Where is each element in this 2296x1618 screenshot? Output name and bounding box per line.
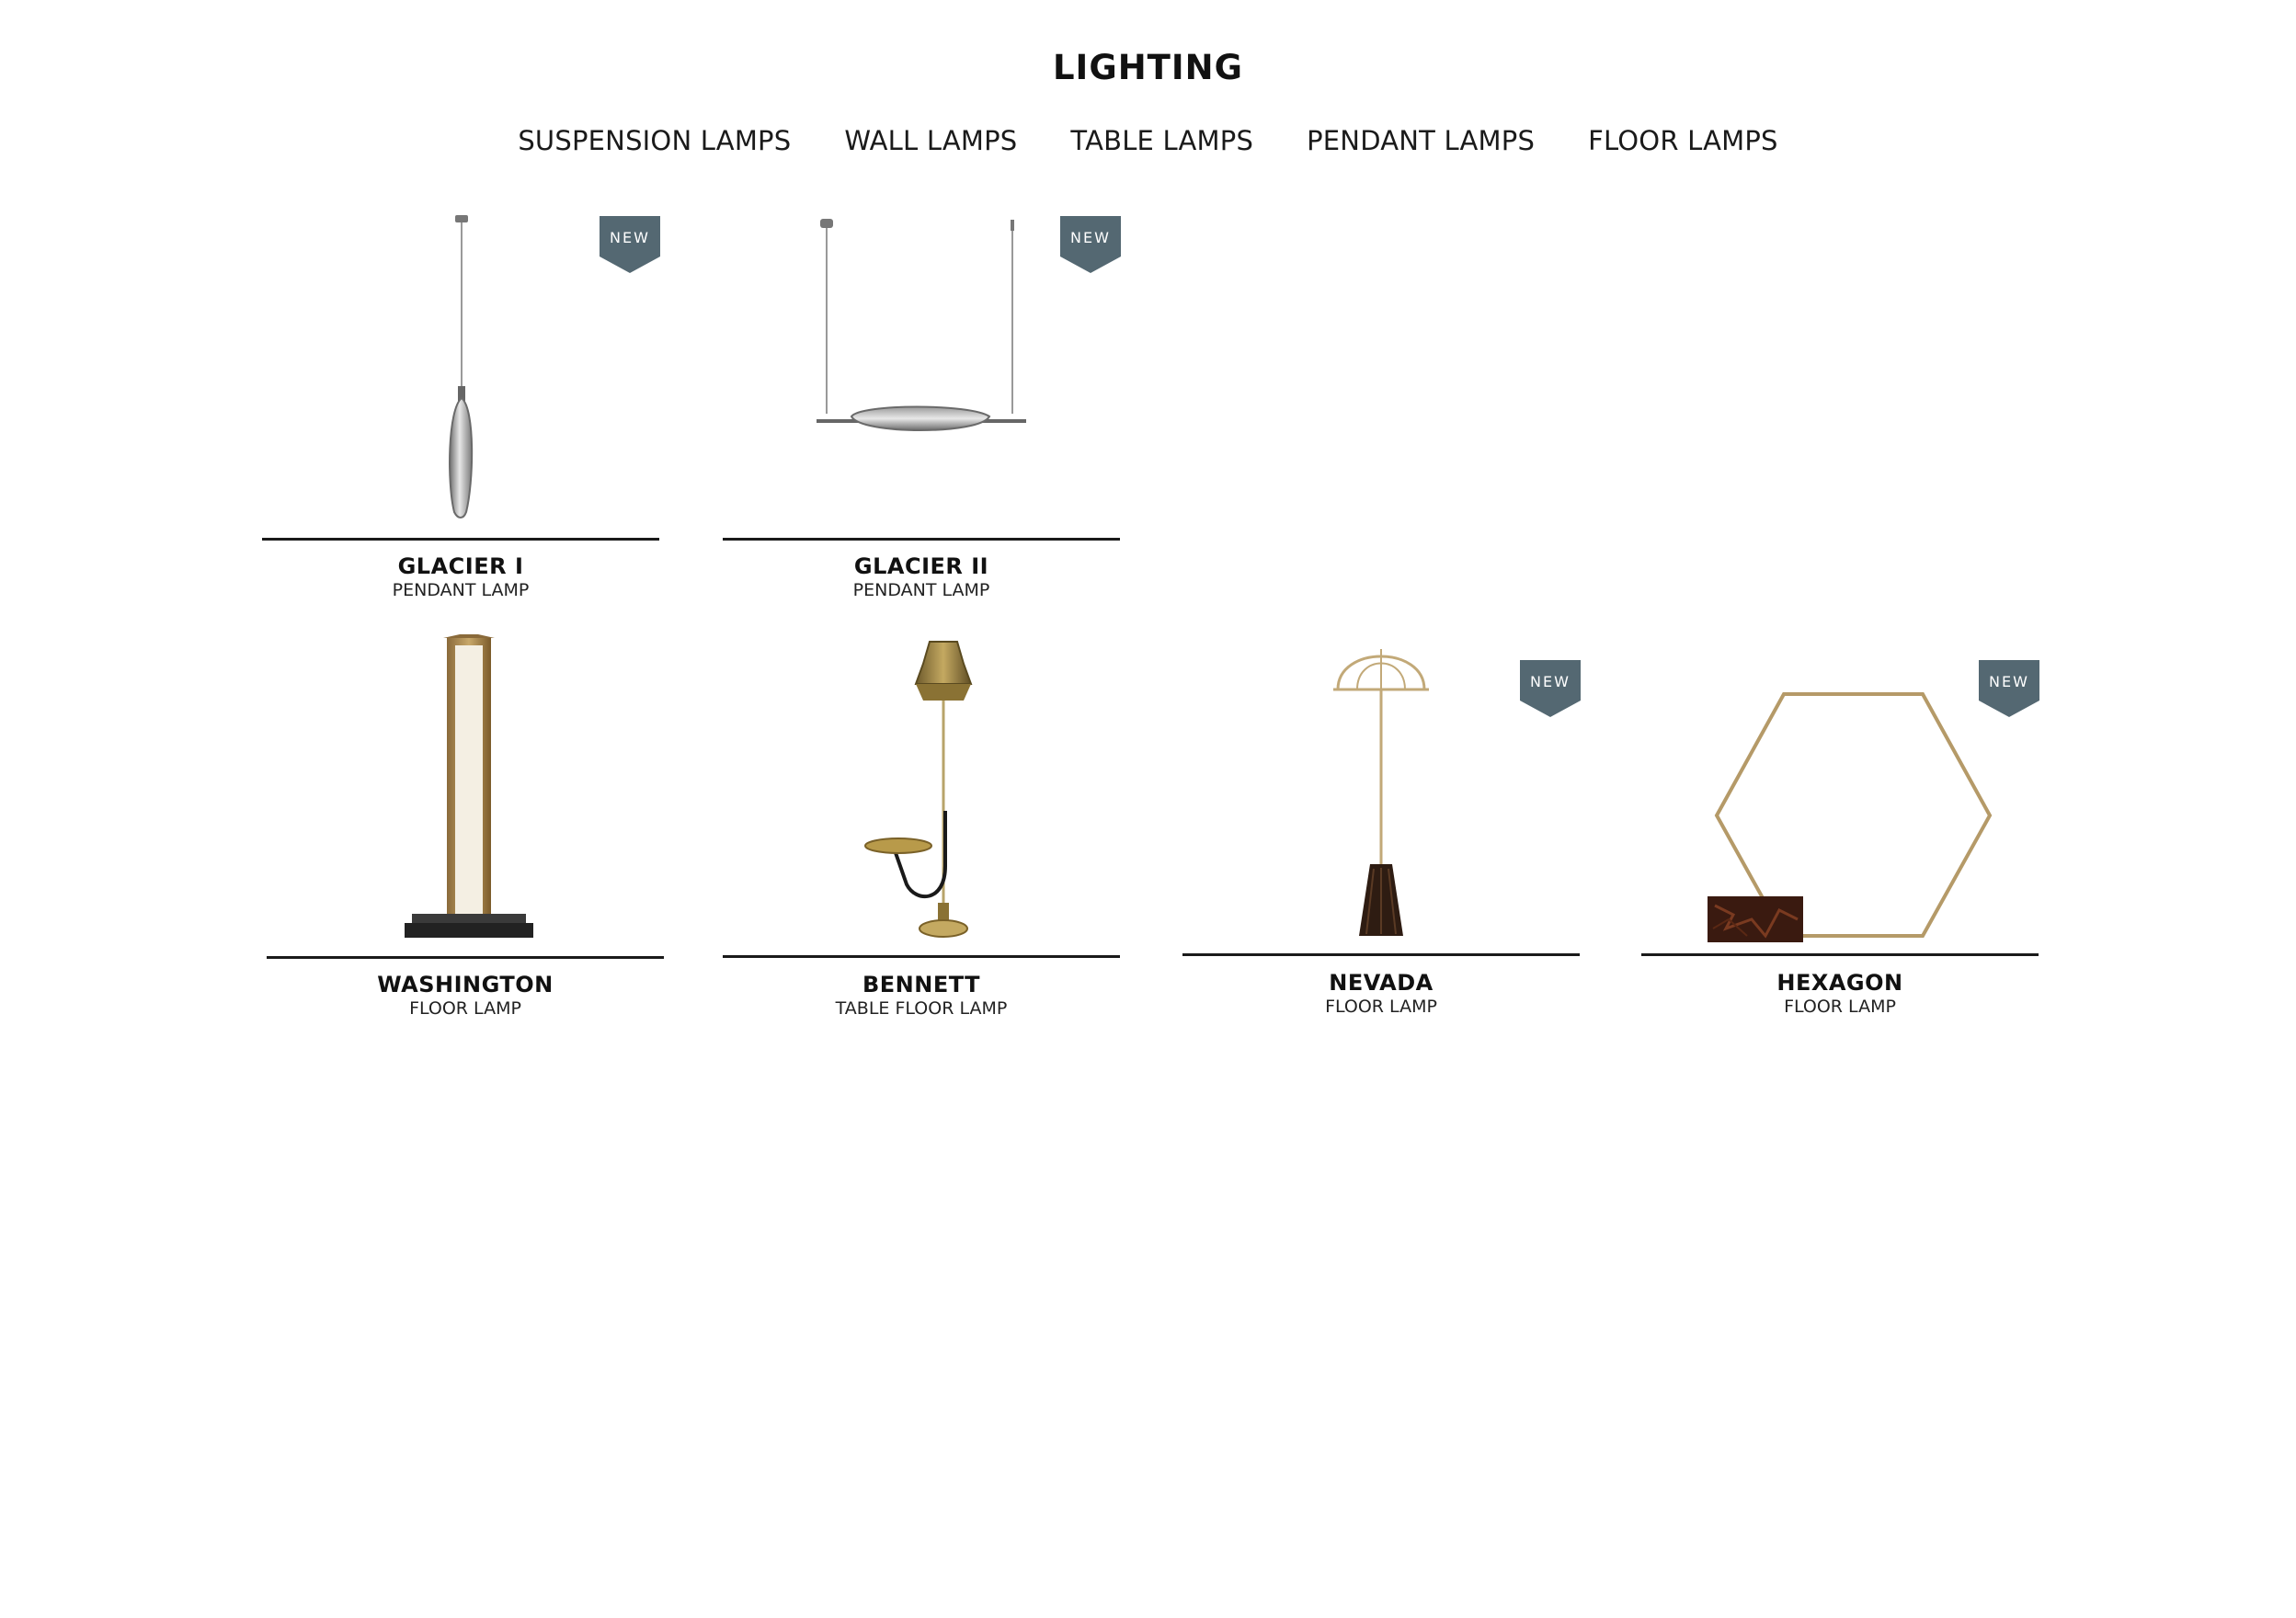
product-divider	[1641, 953, 2039, 956]
nav-wall-lamps[interactable]: WALL LAMPS	[844, 125, 1018, 156]
new-badge	[600, 216, 660, 273]
product-divider	[262, 538, 659, 541]
product-card-nevada[interactable]	[1182, 644, 1580, 1030]
page-title: LIGHTING	[1052, 48, 1244, 87]
product-name[interactable]: GLACIER II	[853, 553, 989, 579]
new-badge-label: NEW	[610, 229, 650, 246]
product-name[interactable]: WASHINGTON	[377, 972, 554, 997]
nav-floor-lamps[interactable]: FLOOR LAMPS	[1588, 125, 1778, 156]
product-type: PENDANT LAMP	[392, 580, 530, 600]
new-badge-label: NEW	[1989, 673, 2029, 690]
product-name[interactable]: HEXAGON	[1776, 970, 1903, 996]
new-badge-label: NEW	[1070, 229, 1111, 246]
nav-suspension-lamps[interactable]: SUSPENSION LAMPS	[518, 125, 792, 156]
product-divider	[723, 955, 1120, 958]
product-divider	[267, 956, 664, 959]
new-badge	[1979, 660, 2039, 717]
product-type: FLOOR LAMP	[1325, 997, 1437, 1017]
product-card-glacier-i[interactable]	[262, 207, 659, 611]
product-image-washington[interactable]	[267, 627, 664, 958]
floor-lamp-illustration	[723, 627, 1120, 958]
product-divider	[723, 538, 1120, 541]
product-card-washington[interactable]	[267, 627, 664, 1031]
product-card-bennett[interactable]	[723, 627, 1120, 1031]
product-name[interactable]: BENNETT	[862, 972, 981, 997]
floor-lamp-illustration	[267, 627, 664, 958]
product-card-hexagon[interactable]	[1641, 644, 2039, 1030]
category-nav	[0, 125, 2296, 156]
product-type: FLOOR LAMP	[1784, 997, 1896, 1017]
product-image-bennett[interactable]	[723, 627, 1120, 958]
product-type: TABLE FLOOR LAMP	[835, 998, 1008, 1019]
nav-pendant-lamps[interactable]: PENDANT LAMPS	[1307, 125, 1536, 156]
product-name[interactable]: GLACIER I	[397, 553, 524, 579]
product-type: PENDANT LAMP	[852, 580, 990, 600]
product-card-glacier-ii[interactable]	[723, 207, 1120, 611]
product-name[interactable]: NEVADA	[1329, 970, 1434, 996]
product-divider	[1182, 953, 1580, 956]
new-badge	[1060, 216, 1121, 273]
nav-table-lamps[interactable]: TABLE LAMPS	[1070, 125, 1254, 156]
new-badge	[1520, 660, 1581, 717]
new-badge-label: NEW	[1530, 673, 1571, 690]
product-type: FLOOR LAMP	[409, 998, 521, 1019]
